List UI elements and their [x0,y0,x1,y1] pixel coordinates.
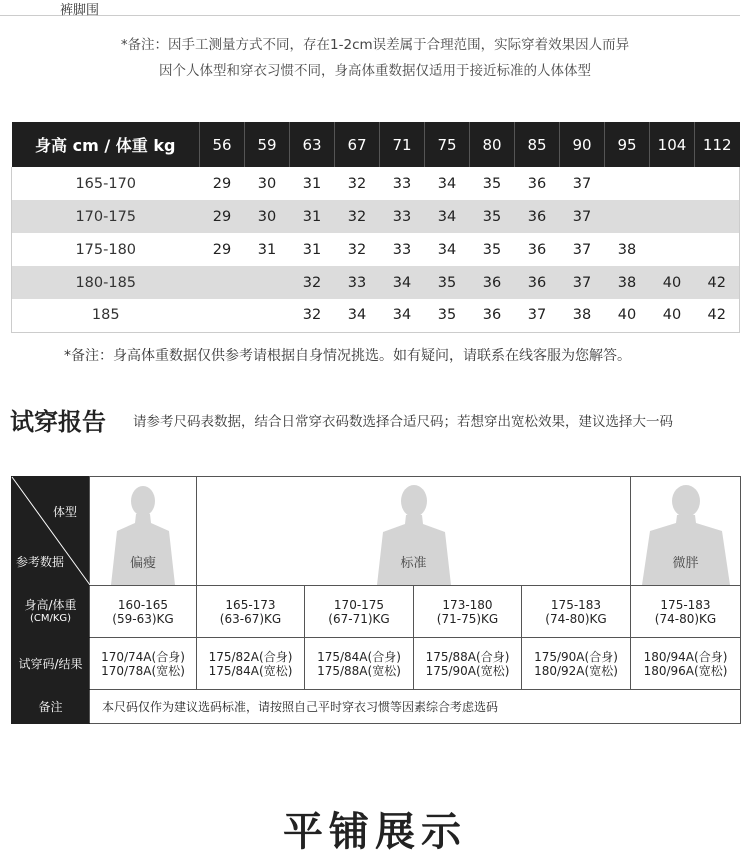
size-loose: 170/78A(宽松) [101,663,185,678]
weight-header: 85 [515,122,560,167]
size-value: 35 [437,307,457,324]
size-value: 38 [572,307,592,324]
size-value: 32 [290,266,335,299]
hw-weight: (74-80)KG [654,611,717,626]
size-value: 42 [695,266,740,299]
fit-report-title: 试穿报告 [10,408,106,436]
corner-top-label: 体型 [52,505,77,519]
size-table [11,122,740,333]
size-table-row [12,167,740,200]
size-table-row [12,299,740,332]
hw-weight: (74-80)KG [545,611,607,626]
weight-header: 112 [695,122,740,167]
size-value [650,200,695,233]
size-value: 29 [212,175,232,192]
size-value [650,233,695,266]
hw-weight: (63-67)KG [219,611,282,626]
size-value: 31 [302,241,322,258]
size-table-row [12,233,740,266]
height-range: 165-170 [75,175,137,192]
size-value: 32 [302,307,322,324]
size-loose: 175/88A(宽松) [317,663,401,678]
size-table-row [12,266,740,299]
size-fit: 175/90A(合身) [534,649,618,664]
size-fit: 175/82A(合身) [208,649,293,664]
hw-cell [90,586,197,638]
flat-display-heading: 平铺展示 [283,809,467,855]
height-weight-row [12,586,741,638]
weight-header: 75 [425,122,470,167]
size-value [200,299,245,332]
size-value: 33 [380,200,425,233]
hw-height: 175-183 [660,597,711,612]
weight-header: 59 [245,122,290,167]
weight-header: 80 [470,122,515,167]
size-value: 29 [212,241,232,258]
row-label: 裤脚围 [60,3,100,18]
size-cell [197,638,305,690]
hw-cell [197,586,305,638]
size-value: 35 [482,241,502,258]
size-value: 38 [617,241,637,258]
size-cell [522,638,631,690]
size-value [695,233,740,266]
size-value: 32 [335,200,380,233]
size-value: 31 [302,175,322,192]
size-value: 34 [437,175,457,192]
weight-header: 56 [200,122,245,167]
table-row-cuff [0,0,740,16]
size-value: 35 [470,200,515,233]
header-label: 身高 cm / 体重 kg [12,122,200,167]
size-value: 34 [347,307,367,324]
size-value [605,167,650,200]
size-value: 35 [482,175,502,192]
size-fit: 175/88A(合身) [425,649,510,664]
size-table-row [12,200,740,233]
size-value: 40 [662,307,682,324]
corner-cell [12,477,90,586]
height-range: 170-175 [12,200,200,233]
weight-header: 71 [380,122,425,167]
size-value: 36 [515,266,560,299]
fit-report-description: 请参考尺码表数据，结合日常穿衣码数选择合适尺码；若想穿出宽松效果，建议选择大一码 [133,414,673,430]
size-value: 34 [392,307,412,324]
weight-header: 63 [290,122,335,167]
size-value: 34 [425,200,470,233]
body-type-label: 标准 [400,556,427,571]
size-loose: 180/96A(宽松) [643,663,728,678]
body-type-standard [197,477,631,586]
corner-bottom-label: 参考数据 [16,555,65,569]
size-value [695,167,740,200]
note-row [12,690,741,724]
size-value: 29 [200,200,245,233]
size-value [695,200,740,233]
body-type-slim [90,477,197,586]
row-header: 试穿码/结果 [12,638,90,690]
size-value: 36 [515,200,560,233]
size-value: 37 [572,241,592,258]
size-value: 30 [257,175,277,192]
fit-report-table [11,476,741,724]
row-header: 备注 [12,690,90,724]
size-value: 36 [527,175,547,192]
hw-weight: (59-63)KG [112,611,174,626]
size-value: 40 [650,266,695,299]
hw-cell [522,586,631,638]
size-fit: 175/84A(合身) [317,649,401,664]
size-value: 37 [527,307,547,324]
size-loose: 175/90A(宽松) [425,663,510,678]
height-range: 185 [91,307,120,324]
size-value [605,200,650,233]
size-loose: 180/92A(宽松) [534,663,618,678]
size-value: 32 [347,241,367,258]
hw-height: 173-180 [442,597,493,612]
size-value: 33 [392,175,412,192]
size-value: 36 [482,307,502,324]
hw-height: 175-183 [550,597,602,612]
hw-cell [414,586,522,638]
row-header-label: 身高/体重 [24,597,77,612]
size-value: 36 [470,266,515,299]
size-value: 38 [605,266,650,299]
size-value [245,299,290,332]
size-value: 37 [560,266,605,299]
body-type-label: 微胖 [672,556,699,571]
size-loose: 175/84A(宽松) [208,663,293,678]
size-value: 37 [560,200,605,233]
hw-cell [305,586,414,638]
trial-size-row [12,638,741,690]
size-value: 34 [380,266,425,299]
row-header [12,586,90,638]
weight-header: 67 [335,122,380,167]
size-note: *备注：身高体重数据仅供参考请根据自身情况挑选。如有疑问，请联系在线客服为您解答。 [64,348,631,364]
size-cell [414,638,522,690]
weight-header: 104 [650,122,695,167]
size-value: 30 [245,200,290,233]
hw-cell [631,586,741,638]
fit-note-text: 本尺码仅作为建议选码标准，请按照自己平时穿衣习惯等因素综合考虑选码 [90,690,741,724]
body-type-label: 偏瘦 [129,556,156,571]
body-type-row [12,477,741,586]
size-value: 35 [425,266,470,299]
row-header-sub: (CM/KG) [29,612,72,624]
height-range: 180-185 [12,266,200,299]
weight-header: 95 [605,122,650,167]
hw-height: 170-175 [333,597,385,612]
size-value: 36 [527,241,547,258]
size-cell [305,638,414,690]
size-cell [631,638,741,690]
height-range: 175-180 [75,241,137,258]
size-value: 33 [335,266,380,299]
size-fit: 180/94A(合身) [643,649,728,664]
size-table-header [12,122,740,167]
hw-weight: (67-71)KG [328,611,390,626]
size-value: 33 [392,241,412,258]
hw-height: 160-165 [117,597,169,612]
size-value: 31 [257,241,277,258]
size-value: 31 [290,200,335,233]
size-value: 40 [617,307,637,324]
hw-weight: (71-75)KG [436,611,499,626]
size-value [200,266,245,299]
size-value: 37 [572,175,592,192]
size-value [245,266,290,299]
hw-height: 165-173 [225,597,276,612]
size-fit: 170/74A(合身) [101,649,185,664]
weight-header: 90 [560,122,605,167]
size-value: 34 [437,241,457,258]
measurement-note-line1: *备注：因手工测量方式不同，存在1-2cm误差属于合理范围，实际穿着效果因人而异 [120,37,630,53]
size-value: 32 [347,175,367,192]
size-value: 42 [707,307,726,324]
size-cell [90,638,197,690]
measurement-note-line2: 因个人体型和穿衣习惯不同，身高体重数据仅适用于接近标准的人体体型 [159,63,591,79]
body-type-chubby [631,477,741,586]
size-value [650,167,695,200]
